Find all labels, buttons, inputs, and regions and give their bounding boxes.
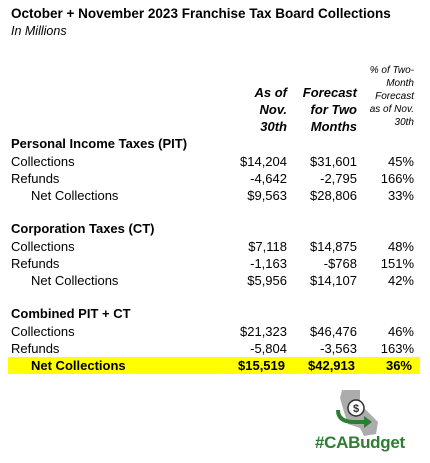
section-heading-combined: Combined PIT + CT (11, 306, 131, 321)
table-row (0, 187, 430, 204)
cell-as-of: -1,163 (250, 256, 287, 271)
row-label: Refunds (11, 171, 60, 186)
cell-as-of: $9,563 (247, 188, 287, 203)
brand-hashtag: #CABudget (315, 433, 405, 452)
table-row (0, 255, 430, 272)
column-header-as-of: As of Nov. 30th (254, 85, 287, 134)
cell-forecast: -3,563 (320, 341, 357, 356)
column-header-percent: % of Two- Month Forecast as of Nov. 30th (369, 65, 414, 128)
column-header-forecast: Forecast for Two Months (302, 85, 357, 134)
table-row (0, 340, 430, 357)
cell-as-of: $5,956 (247, 273, 287, 288)
california-budget-logo-icon (320, 388, 390, 438)
cell-forecast: $14,107 (310, 273, 357, 288)
row-label: Net Collections (31, 358, 126, 373)
cell-forecast: $31,601 (310, 154, 357, 169)
row-label: Net Collections (31, 188, 119, 203)
cell-as-of: $15,519 (238, 358, 285, 373)
cell-forecast: -2,795 (320, 171, 357, 186)
svg-text:$: $ (352, 403, 360, 415)
table-row (0, 272, 430, 289)
cell-percent: 45% (387, 154, 414, 169)
cell-percent: 33% (387, 188, 414, 203)
cell-as-of: -4,642 (250, 171, 287, 186)
report-subtitle: In Millions (11, 24, 67, 38)
cell-forecast: $14,875 (310, 239, 357, 254)
row-label: Net Collections (31, 273, 119, 288)
cell-forecast: $42,913 (308, 358, 355, 373)
cell-percent: 42% (387, 273, 414, 288)
row-label: Collections (11, 324, 75, 339)
report-title: October + November 2023 Franchise Tax Board Collections (11, 6, 391, 21)
row-label: Refunds (11, 341, 60, 356)
cell-percent: 46% (387, 324, 414, 339)
cell-as-of: -5,804 (250, 341, 287, 356)
cell-forecast: $46,476 (310, 324, 357, 339)
section-heading-ct: Corporation Taxes (CT) (11, 221, 155, 236)
table-row (0, 153, 430, 170)
table-row-highlighted (8, 357, 420, 374)
row-label: Collections (11, 154, 75, 169)
table-row (0, 238, 430, 255)
cell-percent: 36% (385, 358, 412, 373)
cell-forecast: -$768 (323, 256, 357, 271)
cell-percent: 48% (387, 239, 414, 254)
row-label: Refunds (11, 256, 60, 271)
row-label: Collections (11, 239, 75, 254)
section-heading-pit: Personal Income Taxes (PIT) (11, 136, 188, 151)
cell-as-of: $14,204 (240, 154, 287, 169)
cell-as-of: $21,323 (240, 324, 287, 339)
cell-percent: 166% (380, 171, 414, 186)
cell-as-of: $7,118 (248, 239, 287, 254)
cell-percent: 163% (380, 341, 414, 356)
table-row (0, 170, 430, 187)
cell-percent: 151% (380, 256, 414, 271)
table-row (0, 323, 430, 340)
cell-forecast: $28,806 (310, 188, 357, 203)
